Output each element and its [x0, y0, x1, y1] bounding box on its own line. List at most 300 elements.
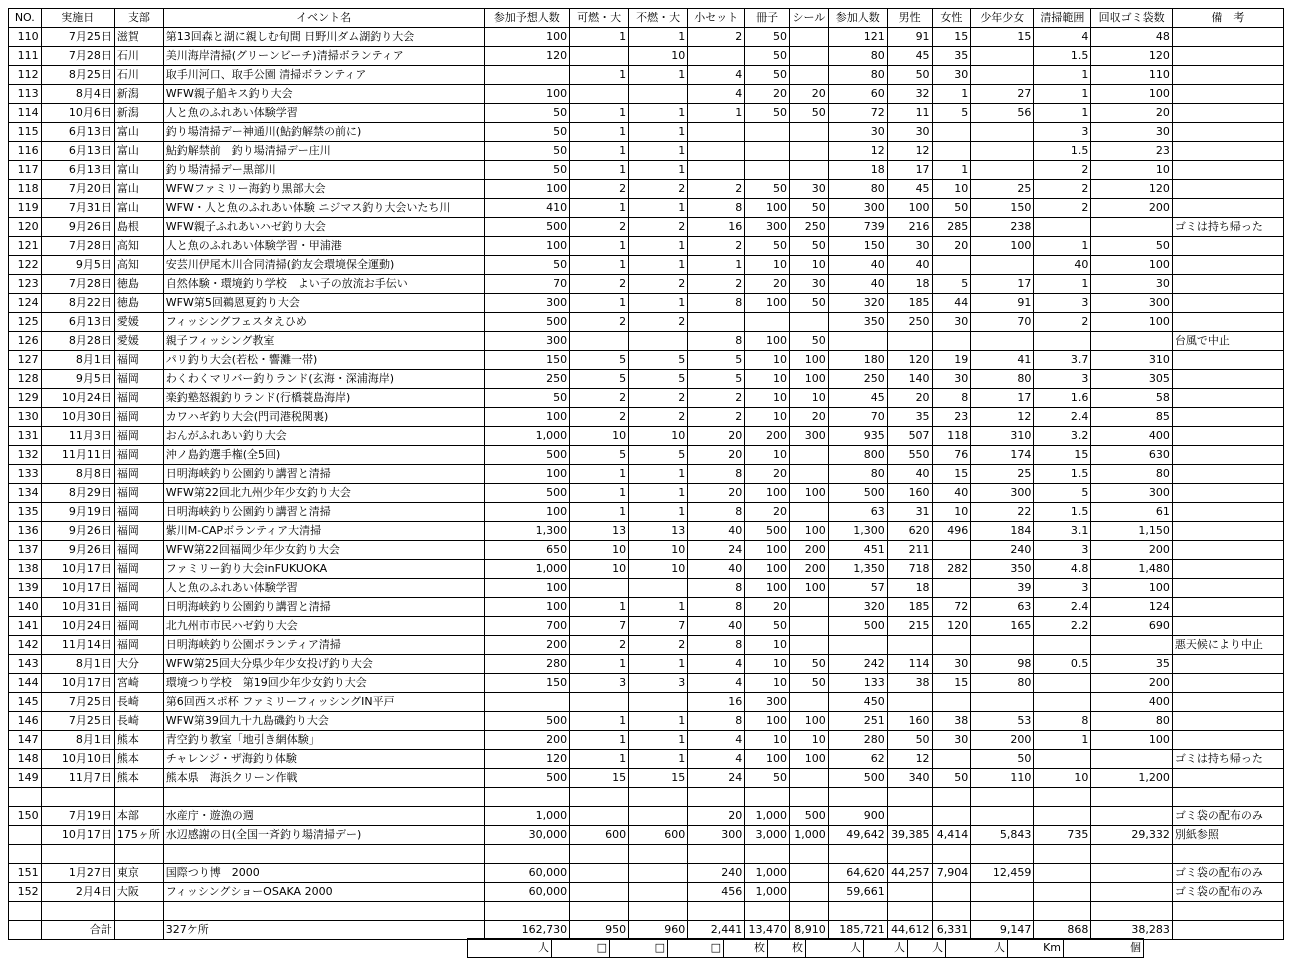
table-cell: 3.1 — [1034, 522, 1091, 541]
table-cell — [1172, 389, 1283, 408]
table-cell: 935 — [828, 427, 887, 446]
table-cell: 250 — [887, 313, 932, 332]
table-cell: 50 — [790, 655, 829, 674]
table-cell — [570, 47, 629, 66]
table-cell: 1 — [1034, 104, 1091, 123]
table-cell — [1034, 693, 1091, 712]
table-cell: 550 — [887, 446, 932, 465]
table-cell: 50 — [971, 750, 1034, 769]
table-cell: 50 — [745, 180, 790, 199]
table-cell — [1172, 47, 1283, 66]
table-cell: 8月22日 — [41, 294, 114, 313]
table-cell: 100 — [887, 199, 932, 218]
table-cell: 9月5日 — [41, 256, 114, 275]
table-cell — [1172, 902, 1283, 921]
table-cell: 350 — [971, 560, 1034, 579]
table-cell: 15 — [570, 769, 629, 788]
table-cell: 15 — [932, 28, 971, 47]
table-row — [9, 28, 1284, 47]
table-cell: 100 — [745, 541, 790, 560]
table-cell: 10 — [790, 731, 829, 750]
table-cell — [790, 503, 829, 522]
table-cell: 30 — [828, 123, 887, 142]
table-cell: WFW親子ふれあいハゼ釣り大会 — [163, 218, 484, 237]
table-cell: 3 — [1034, 294, 1091, 313]
table-cell — [790, 28, 829, 47]
table-cell: 600 — [629, 826, 688, 845]
table-cell: 第6回西スポ杯 ファミリーフィッシングIN平戸 — [163, 693, 484, 712]
table-cell: 300 — [1091, 294, 1172, 313]
table-cell: 11月3日 — [41, 427, 114, 446]
table-cell: 11月14日 — [41, 636, 114, 655]
table-cell — [688, 845, 745, 864]
table-cell: ゴミは持ち帰った — [1172, 750, 1283, 769]
table-row — [9, 237, 1284, 256]
table-cell: 第13回森と湖に親しむ旬間 日野川ダム湖釣り大会 — [163, 28, 484, 47]
table-cell — [629, 845, 688, 864]
table-cell — [887, 807, 932, 826]
table-cell: 5 — [688, 351, 745, 370]
table-cell: 160 — [887, 484, 932, 503]
table-cell: 0.5 — [1034, 655, 1091, 674]
table-row — [9, 332, 1284, 351]
table-cell: 124 — [1091, 598, 1172, 617]
table-cell: 水辺感謝の日(全国一斉釣り場清掃デー) — [163, 826, 484, 845]
table-cell: 8 — [1034, 712, 1091, 731]
table-cell: カワハギ釣り大会(門司港税関裏) — [163, 408, 484, 427]
table-cell — [790, 446, 829, 465]
table-cell: 30,000 — [484, 826, 570, 845]
table-cell — [1172, 674, 1283, 693]
table-cell: 110 — [9, 28, 42, 47]
table-cell: 2 — [570, 218, 629, 237]
table-cell: 1,000 — [484, 560, 570, 579]
table-cell: 長崎 — [114, 712, 163, 731]
table-cell — [790, 845, 829, 864]
table-row — [9, 465, 1284, 484]
table-cell: 合計 — [41, 921, 114, 940]
table-cell: 熊本 — [114, 731, 163, 750]
table-cell: 70 — [484, 275, 570, 294]
table-cell: 80 — [1091, 465, 1172, 484]
table-cell: 8月1日 — [41, 655, 114, 674]
table-cell: 630 — [1091, 446, 1172, 465]
table-cell: 50 — [887, 66, 932, 85]
table-cell: 30 — [887, 123, 932, 142]
table-cell: 18 — [887, 579, 932, 598]
table-cell: 8 — [688, 579, 745, 598]
table-cell: 釣り場清掃デー神通川(鮎釣解禁の前に) — [163, 123, 484, 142]
table-cell: 10月17日 — [41, 560, 114, 579]
table-cell: 100 — [745, 560, 790, 579]
table-cell: 7月25日 — [41, 28, 114, 47]
table-cell: 120 — [1091, 180, 1172, 199]
table-cell: 300 — [1091, 484, 1172, 503]
table-cell — [971, 788, 1034, 807]
table-cell: 100 — [1091, 256, 1172, 275]
table-cell — [1034, 807, 1091, 826]
table-cell — [790, 123, 829, 142]
table-cell: 300 — [828, 199, 887, 218]
table-cell — [1172, 560, 1283, 579]
table-cell: 1,000 — [484, 807, 570, 826]
table-cell: 100 — [790, 750, 829, 769]
table-cell: 100 — [790, 712, 829, 731]
table-cell: 50 — [790, 199, 829, 218]
table-cell: 120 — [1091, 47, 1172, 66]
table-row — [9, 123, 1284, 142]
table-cell: 282 — [932, 560, 971, 579]
table-cell: 1 — [629, 123, 688, 142]
table-cell: 8月25日 — [41, 66, 114, 85]
table-cell: 50 — [1091, 237, 1172, 256]
table-cell — [971, 47, 1034, 66]
table-cell: 1 — [629, 484, 688, 503]
table-cell: 1,300 — [484, 522, 570, 541]
table-cell: 1 — [570, 237, 629, 256]
table-cell: 2.2 — [1034, 617, 1091, 636]
table-cell: 175ヶ所 — [114, 826, 163, 845]
table-cell: 20 — [745, 275, 790, 294]
table-cell: 2 — [688, 408, 745, 427]
table-cell: 50 — [745, 237, 790, 256]
table-cell — [971, 66, 1034, 85]
table-cell — [790, 902, 829, 921]
table-cell — [1172, 104, 1283, 123]
table-cell — [971, 807, 1034, 826]
table-cell: 1 — [629, 199, 688, 218]
table-cell: 3.2 — [1034, 427, 1091, 446]
table-cell: 青空釣り教室「地引き網体験」 — [163, 731, 484, 750]
table-cell: 1.5 — [1034, 503, 1091, 522]
table-cell: 10月17日 — [41, 674, 114, 693]
table-cell: 22 — [971, 503, 1034, 522]
table-cell — [484, 66, 570, 85]
table-cell: 50 — [887, 731, 932, 750]
table-cell: 251 — [828, 712, 887, 731]
table-cell: 1,000 — [790, 826, 829, 845]
table-cell: 6月13日 — [41, 161, 114, 180]
table-row — [9, 199, 1284, 218]
table-cell: 6,331 — [932, 921, 971, 940]
table-cell: 20 — [688, 427, 745, 446]
table-cell — [9, 788, 42, 807]
table-cell: 150 — [971, 199, 1034, 218]
table-cell: 38,283 — [1091, 921, 1172, 940]
table-cell: 100 — [484, 598, 570, 617]
table-cell: 20 — [790, 85, 829, 104]
table-cell — [1172, 408, 1283, 427]
table-cell: 53 — [971, 712, 1034, 731]
table-cell — [790, 465, 829, 484]
table-cell — [887, 693, 932, 712]
table-cell — [932, 883, 971, 902]
table-cell: 400 — [1091, 693, 1172, 712]
table-cell: 2 — [570, 275, 629, 294]
table-cell: 44,257 — [887, 864, 932, 883]
table-cell: 15 — [1034, 446, 1091, 465]
table-cell: 30 — [887, 237, 932, 256]
table-cell — [1172, 465, 1283, 484]
table-cell: 148 — [9, 750, 42, 769]
table-cell: 118 — [9, 180, 42, 199]
table-row — [9, 769, 1284, 788]
table-cell: 100 — [745, 750, 790, 769]
table-cell: 10月24日 — [41, 389, 114, 408]
table-cell — [1091, 807, 1172, 826]
table-cell — [1172, 66, 1283, 85]
table-cell: 福岡 — [114, 427, 163, 446]
table-cell: 25 — [971, 465, 1034, 484]
table-cell: 8 — [688, 294, 745, 313]
column-header: 冊子 — [745, 9, 790, 28]
table-cell — [114, 845, 163, 864]
table-cell: 安芸川伊尾木川合同清掃(釣友会環境保全運動) — [163, 256, 484, 275]
table-cell: 1 — [570, 465, 629, 484]
table-cell: 7月25日 — [41, 712, 114, 731]
table-cell: 7 — [629, 617, 688, 636]
table-cell — [484, 788, 570, 807]
table-cell: 63 — [828, 503, 887, 522]
table-cell: 13 — [570, 522, 629, 541]
table-cell: 200 — [971, 731, 1034, 750]
table-cell: 1 — [629, 237, 688, 256]
table-cell: 50 — [745, 47, 790, 66]
table-cell: WFW第25回大分県少年少女投げ釣り大会 — [163, 655, 484, 674]
table-cell: 125 — [9, 313, 42, 332]
table-cell: 100 — [484, 579, 570, 598]
table-row — [9, 826, 1284, 845]
table-cell — [484, 845, 570, 864]
table-row — [9, 579, 1284, 598]
table-cell: 140 — [9, 598, 42, 617]
table-cell: 9月26日 — [41, 541, 114, 560]
table-cell: 136 — [9, 522, 42, 541]
table-row — [9, 484, 1284, 503]
table-cell — [1034, 788, 1091, 807]
table-cell: フィッシングフェスタえひめ — [163, 313, 484, 332]
table-cell: 高知 — [114, 237, 163, 256]
table-cell — [1172, 237, 1283, 256]
table-cell: WFW第22回福岡少年少女釣り大会 — [163, 541, 484, 560]
table-cell: 1 — [570, 655, 629, 674]
table-row — [9, 541, 1284, 560]
table-cell: 福岡 — [114, 522, 163, 541]
table-cell: 29,332 — [1091, 826, 1172, 845]
table-cell: 185 — [887, 294, 932, 313]
column-header: 女性 — [932, 9, 971, 28]
table-cell: 44,612 — [887, 921, 932, 940]
table-cell — [114, 921, 163, 940]
table-cell: 40 — [688, 617, 745, 636]
table-cell: 350 — [828, 313, 887, 332]
table-cell: 1 — [629, 66, 688, 85]
table-cell: 1 — [570, 256, 629, 275]
table-cell — [745, 902, 790, 921]
table-cell: 30 — [790, 180, 829, 199]
table-cell: 35 — [932, 47, 971, 66]
table-cell: 718 — [887, 560, 932, 579]
table-cell — [790, 788, 829, 807]
table-cell: 10月17日 — [41, 826, 114, 845]
table-cell: 福岡 — [114, 541, 163, 560]
table-cell: 27 — [971, 85, 1034, 104]
table-cell — [1172, 503, 1283, 522]
table-cell: 300 — [790, 427, 829, 446]
table-cell: 130 — [9, 408, 42, 427]
table-cell — [745, 161, 790, 180]
table-cell — [41, 902, 114, 921]
table-cell: 2 — [570, 636, 629, 655]
table-cell: 50 — [484, 104, 570, 123]
table-cell: 100 — [484, 503, 570, 522]
table-cell: 100 — [790, 484, 829, 503]
unit-cell: Km — [1008, 939, 1064, 958]
table-cell: 500 — [484, 712, 570, 731]
table-cell: 4.8 — [1034, 560, 1091, 579]
table-cell: 151 — [9, 864, 42, 883]
table-cell: 10 — [570, 541, 629, 560]
table-cell: 人と魚のふれあい体験学習・甲浦港 — [163, 237, 484, 256]
table-cell: 10 — [1091, 161, 1172, 180]
table-cell: 100 — [790, 579, 829, 598]
table-cell: 1 — [629, 161, 688, 180]
table-cell: 100 — [484, 180, 570, 199]
table-cell: 146 — [9, 712, 42, 731]
table-cell — [790, 883, 829, 902]
table-cell — [629, 902, 688, 921]
table-cell: 富山 — [114, 161, 163, 180]
table-row — [9, 313, 1284, 332]
table-cell: 2 — [570, 389, 629, 408]
table-cell: 100 — [745, 484, 790, 503]
table-cell: 富山 — [114, 142, 163, 161]
table-cell — [629, 85, 688, 104]
table-cell: 1.6 — [1034, 389, 1091, 408]
table-cell: 1 — [629, 731, 688, 750]
table-cell: 145 — [9, 693, 42, 712]
table-cell: 320 — [828, 598, 887, 617]
table-cell: 福岡 — [114, 370, 163, 389]
table-cell: 50 — [745, 769, 790, 788]
table-cell: 100 — [790, 522, 829, 541]
table-row — [9, 47, 1284, 66]
table-cell: 1,000 — [745, 883, 790, 902]
table-cell: 113 — [9, 85, 42, 104]
table-cell: 30 — [932, 655, 971, 674]
table-cell — [570, 845, 629, 864]
table-cell: 17 — [971, 275, 1034, 294]
table-cell: 39 — [971, 579, 1034, 598]
table-cell: 185 — [887, 598, 932, 617]
table-cell: 13 — [629, 522, 688, 541]
column-header: 実施日 — [41, 9, 114, 28]
table-cell — [629, 332, 688, 351]
table-cell: 98 — [971, 655, 1034, 674]
table-cell: 東京 — [114, 864, 163, 883]
table-cell — [1172, 769, 1283, 788]
table-cell — [790, 617, 829, 636]
table-cell: 120 — [9, 218, 42, 237]
table-cell: フィッシングショーOSAKA 2000 — [163, 883, 484, 902]
table-cell: 100 — [745, 199, 790, 218]
table-cell: 133 — [828, 674, 887, 693]
table-row — [9, 807, 1284, 826]
table-cell: 50 — [484, 161, 570, 180]
table-cell: 144 — [9, 674, 42, 693]
table-cell: 1,000 — [745, 807, 790, 826]
table-cell: 20 — [688, 446, 745, 465]
table-cell: 5 — [570, 370, 629, 389]
table-cell: 1,000 — [745, 864, 790, 883]
table-cell: 紫川M-CAPボランティア大清掃 — [163, 522, 484, 541]
table-cell: 138 — [9, 560, 42, 579]
table-cell: 16 — [688, 693, 745, 712]
table-cell: 80 — [828, 47, 887, 66]
table-cell: 15 — [932, 465, 971, 484]
table-cell — [1091, 218, 1172, 237]
table-cell: 61 — [1091, 503, 1172, 522]
table-cell — [828, 332, 887, 351]
table-cell — [688, 123, 745, 142]
table-cell: 1 — [570, 750, 629, 769]
table-cell: 410 — [484, 199, 570, 218]
table-cell: 59,661 — [828, 883, 887, 902]
table-cell — [828, 788, 887, 807]
table-cell: 32 — [887, 85, 932, 104]
table-cell: 100 — [484, 28, 570, 47]
table-cell — [629, 579, 688, 598]
table-cell: ファミリー釣り大会inFUKUOKA — [163, 560, 484, 579]
table-cell: 8月28日 — [41, 332, 114, 351]
table-cell — [1034, 902, 1091, 921]
table-cell: 40 — [688, 522, 745, 541]
table-cell: 30 — [1091, 123, 1172, 142]
table-cell: 50 — [484, 142, 570, 161]
table-cell — [163, 788, 484, 807]
table-cell — [932, 332, 971, 351]
table-cell: 70 — [971, 313, 1034, 332]
table-cell — [790, 693, 829, 712]
table-cell: 800 — [828, 446, 887, 465]
table-cell — [790, 636, 829, 655]
table-cell: 10 — [745, 408, 790, 427]
column-header: 清掃範囲 — [1034, 9, 1091, 28]
table-cell: 4 — [688, 731, 745, 750]
table-cell: 福岡 — [114, 560, 163, 579]
table-cell: 500 — [484, 484, 570, 503]
table-cell: WFWファミリー海釣り黒部大会 — [163, 180, 484, 199]
table-cell: 7月25日 — [41, 693, 114, 712]
table-cell — [971, 845, 1034, 864]
table-cell: 76 — [932, 446, 971, 465]
table-cell: 1.5 — [1034, 465, 1091, 484]
table-cell: 10月31日 — [41, 598, 114, 617]
table-cell: 20 — [745, 85, 790, 104]
table-cell: 2 — [570, 408, 629, 427]
table-row — [9, 446, 1284, 465]
table-cell: 60 — [828, 85, 887, 104]
table-cell: 福岡 — [114, 389, 163, 408]
table-cell: 122 — [9, 256, 42, 275]
table-row — [9, 845, 1284, 864]
table-cell: 5 — [932, 275, 971, 294]
table-cell: 80 — [828, 66, 887, 85]
table-cell — [1034, 218, 1091, 237]
header-row — [9, 9, 1284, 28]
table-cell: 5 — [932, 104, 971, 123]
table-row — [9, 636, 1284, 655]
